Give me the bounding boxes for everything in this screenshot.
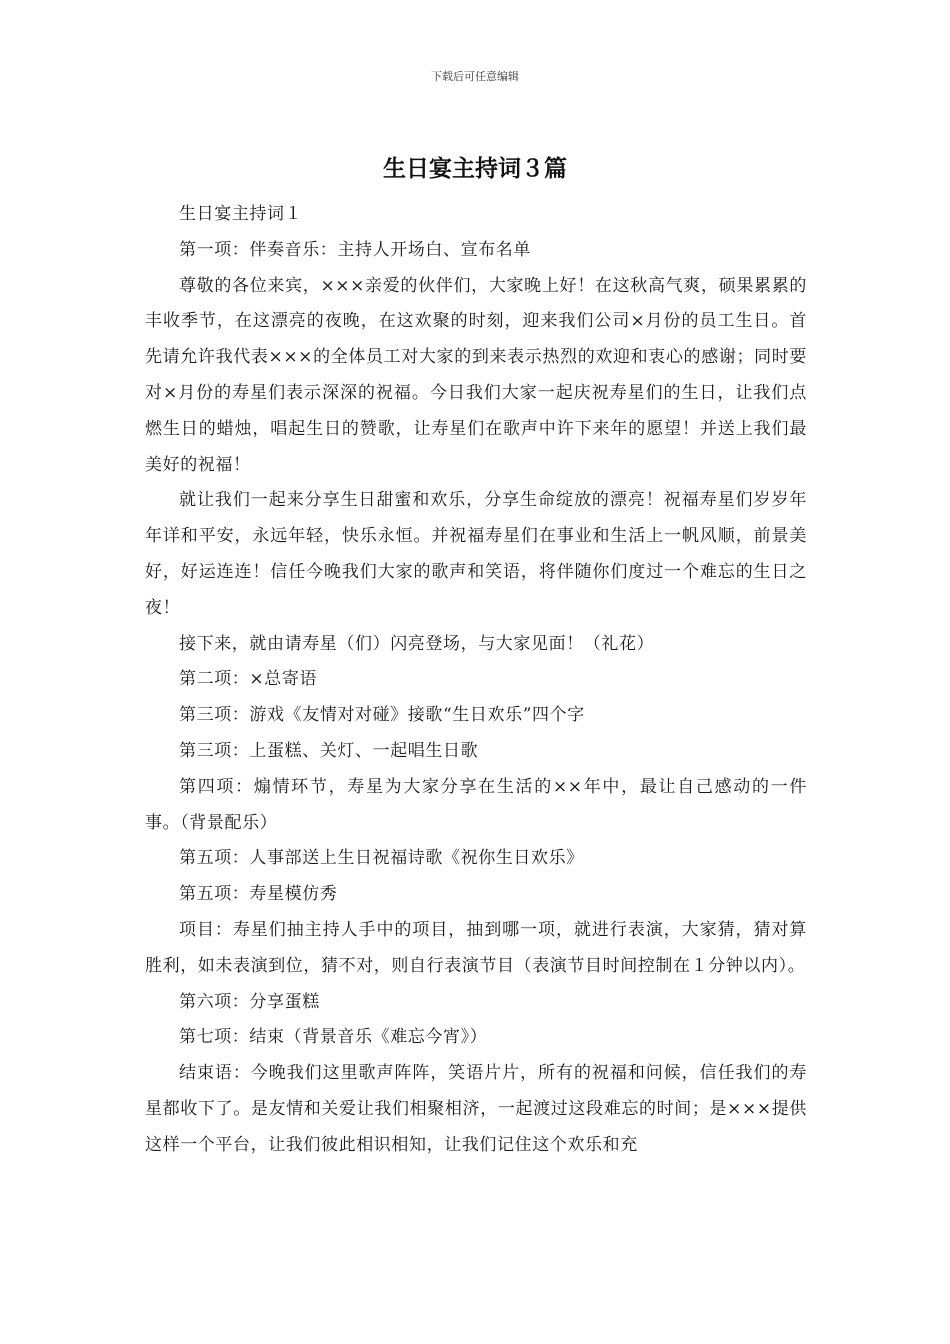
document-title: 生日宴主持词３篇	[383, 156, 567, 182]
paragraph-item-5-show: 第五项：寿星模仿秀	[179, 884, 338, 905]
paragraph-item-4: 第四项：煽情环节，寿星为大家分享在生活的××年中，最让自己感动的一件事。（背景配乐）	[145, 776, 807, 833]
opening-speech-paragraph: 尊敬的各位来宾，×××亲爱的伙伴们，大家晚上好！在这秋高气爽，硕果累累的丰收季节，在这漂亮的夜晚，在这欢聚的时刻，迎来我们公司×月份的员工生日。首先请允许我代表×××的全体员工对大家的到来表示热烈的欢迎和衷心的感谢；同时要对×月份的寿星们表示深深的祝福。今日我们大家一起庆祝寿星们的生日，让我们点燃生日的蜡烛，唱起生日的赞歌，让寿星们在歌声中许下来年的愿望！并送上我们最美好的祝福！	[145, 275, 807, 475]
blessing-paragraph: 就让我们一起来分享生日甜蜜和欢乐，分享生命绽放的漂亮！祝福寿星们岁岁年年详和平安，永远年轻，快乐永恒。并祝福寿星们在事业和生活上一帆风顺，前景美好，好运连连！信任今晚我们大家的歌声和笑语，将伴随你们度过一个难忘的生日之夜！	[145, 490, 807, 618]
document-body	[145, 197, 807, 1164]
project-rules-paragraph: 项目：寿星们抽主持人手中的项目，抽到哪一项，就进行表演，大家猜，猜对算胜利，如未表演到位，猜不对，则自行表演节目（表演节目时间控制在１分钟以内）。	[145, 919, 807, 976]
subtitle-paragraph: 生日宴主持词１	[179, 204, 303, 224]
paragraph-item-1: 第一项：伴奏音乐：主持人开场白、宣布名单	[179, 239, 531, 260]
paragraph-item-3-game: 第三项：游戏《友情对对碰》接歌“生日欢乐”四个字	[179, 705, 585, 726]
paragraph-item-5-poem: 第五项：人事部送上生日祝福诗歌《祝你生日欢乐》	[179, 848, 584, 869]
closing-speech-paragraph: 结束语：今晚我们这里歌声阵阵，笑语片片，所有的祝福和问候，信任我们的寿星都收下了。是友情和关爱让我们相聚相济，一起渡过这段难忘的时间；是×××提供这样一个平台，让我们彼此相识相知，让我们记住这个欢乐和充	[145, 1063, 807, 1155]
paragraph-item-6: 第六项：分享蛋糕	[179, 991, 320, 1012]
introduction-paragraph: 接下来，就由请寿星（们）闪亮登场，与大家见面！（礼花）	[179, 633, 655, 654]
paragraph-item-2: 第二项：×总寄语	[179, 669, 318, 690]
header-note: 下载后可任意编辑	[431, 70, 519, 83]
paragraph-item-7: 第七项：结束（背景音乐《难忘今宵》）	[179, 1027, 488, 1048]
paragraph-item-3-cake: 第三项：上蛋糕、关灯、一起唱生日歌	[179, 740, 479, 761]
